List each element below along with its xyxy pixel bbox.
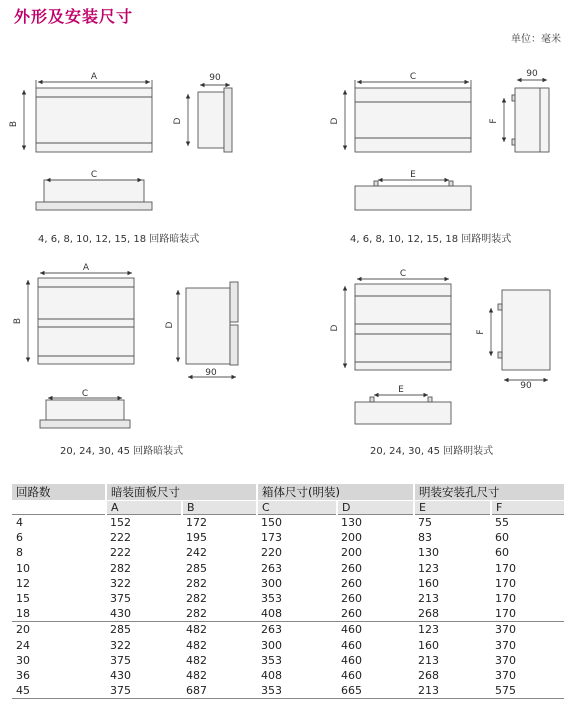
table-row: [12, 668, 564, 683]
surface-small-top-view: [355, 180, 471, 210]
flush-small-side-view: [188, 85, 232, 152]
table-cell: 60: [495, 531, 509, 545]
table-cell: 282: [186, 576, 207, 590]
table-cell: 482: [182, 622, 257, 638]
table-cell: 370: [495, 638, 516, 652]
surface-large-front-view: [345, 279, 451, 370]
table-cell: 460: [341, 668, 362, 682]
table-cell: 482: [186, 638, 207, 652]
table-row: [12, 653, 564, 668]
dim-label-c: C: [399, 269, 407, 279]
table-cell: 285: [186, 561, 207, 575]
table-cell: 375: [110, 592, 131, 606]
flush-large-front-view: [28, 273, 134, 364]
surface-small-side-view: [504, 80, 549, 152]
dim-label-d: D: [165, 321, 175, 329]
cell-circuits: 30: [16, 653, 30, 667]
table-cell: 195: [186, 531, 207, 545]
table-cell: 430: [110, 668, 131, 682]
table-cell: 150: [257, 515, 337, 531]
table-cell: 260: [341, 576, 362, 590]
header-box-size: 箱体尺寸(明装): [257, 484, 414, 501]
caption-surface-large: 20, 24, 30, 45 回路明装式: [370, 446, 494, 457]
cell-circuits: 45: [12, 683, 106, 699]
table-cell: 75: [414, 515, 491, 531]
table-cell: 282: [186, 592, 207, 606]
table-cell: 268: [418, 668, 439, 682]
dim-label-d: D: [173, 117, 183, 125]
cell-circuits: 15: [16, 592, 30, 606]
caption-surface-small: 4, 6, 8, 10, 12, 15, 18 回路明装式: [350, 234, 512, 245]
cell-circuits: 20: [12, 622, 106, 638]
dim-label-f: F: [489, 118, 499, 124]
table-cell: 430: [110, 607, 131, 621]
table-cell: 170: [495, 607, 516, 621]
table-cell: 263: [257, 622, 337, 638]
table-cell: 268: [418, 607, 439, 621]
table-cell: 172: [182, 515, 257, 531]
dim-label-depth: 90: [520, 381, 532, 391]
subheader-d: D: [337, 501, 414, 515]
table-cell: 322: [110, 576, 131, 590]
cell-circuits: 36: [16, 668, 30, 682]
table-cell: 160: [418, 576, 439, 590]
dim-label-a: A: [82, 263, 90, 273]
subheader-f: F: [491, 501, 564, 515]
cell-circuits: 12: [16, 576, 30, 590]
subheader-e: E: [414, 501, 491, 515]
table-cell: 55: [491, 515, 564, 531]
cell-circuits: 24: [16, 638, 30, 652]
table-cell: 665: [337, 683, 414, 699]
table-cell: 260: [341, 607, 362, 621]
table-cell: 242: [186, 546, 207, 560]
table-cell: 222: [110, 546, 131, 560]
dim-label-d: D: [330, 324, 340, 332]
dim-label-depth: 90: [526, 69, 538, 79]
cell-circuits: 4: [12, 515, 106, 531]
table-cell: 285: [106, 622, 182, 638]
flush-large-side-view: [178, 282, 238, 377]
caption-flush-small: 4, 6, 8, 10, 12, 15, 18 回路暗装式: [38, 234, 200, 245]
cell-circuits: 18: [16, 607, 30, 621]
table-cell: 408: [261, 607, 282, 621]
dim-label-c: C: [90, 170, 98, 180]
dim-label-f: F: [476, 329, 486, 335]
table-cell: 460: [337, 622, 414, 638]
cell-circuits: 6: [16, 531, 23, 545]
dim-label-b: B: [13, 317, 23, 325]
dim-label-d: D: [330, 117, 340, 125]
table-cell: 123: [414, 622, 491, 638]
table-cell: 222: [110, 531, 131, 545]
table-cell: 687: [182, 683, 257, 699]
table-cell: 260: [341, 561, 362, 575]
table-cell: 300: [261, 638, 282, 652]
surface-large-top-view: [355, 395, 451, 424]
table-cell: 130: [337, 515, 414, 531]
table-cell: 370: [495, 653, 516, 667]
surface-small-front-view: [345, 80, 471, 152]
header-circuits: 回路数: [12, 484, 106, 501]
table-cell: 200: [341, 546, 362, 560]
table-row: [12, 622, 564, 638]
table-cell: 408: [261, 668, 282, 682]
cell-circuits: 8: [16, 546, 23, 560]
dim-label-c: C: [409, 72, 417, 82]
table-cell: 213: [418, 653, 439, 667]
header-flush-panel: 暗装面板尺寸: [106, 484, 257, 501]
dimension-table: [12, 484, 564, 699]
flush-small-top-view: [36, 180, 152, 210]
dim-label-e: E: [398, 385, 404, 395]
dim-label-c: C: [81, 389, 89, 399]
table-cell: 375: [106, 683, 182, 699]
cell-circuits: 10: [16, 561, 30, 575]
table-cell: 263: [261, 561, 282, 575]
table-row: [12, 606, 564, 622]
table-cell: 160: [418, 638, 439, 652]
table-cell: 353: [261, 653, 282, 667]
table-cell: 152: [106, 515, 182, 531]
page-title: 外形及安装尺寸: [14, 7, 134, 26]
table-cell: 123: [418, 561, 439, 575]
subheader-blank: [12, 501, 106, 515]
subheader-b: B: [182, 501, 257, 515]
header-mount-holes: 明装安装孔尺寸: [414, 484, 564, 501]
dim-label-b: B: [9, 120, 19, 128]
table-cell: 83: [418, 531, 432, 545]
table-cell: 575: [491, 683, 564, 699]
table-cell: 353: [261, 592, 282, 606]
table-row: [12, 638, 564, 653]
table-cell: 173: [261, 531, 282, 545]
table-cell: 460: [341, 653, 362, 667]
dim-label-a: A: [90, 72, 98, 82]
flush-large-top-view: [40, 398, 130, 428]
table-row: [12, 591, 564, 606]
table-cell: 282: [110, 561, 131, 575]
table-cell: 353: [257, 683, 337, 699]
table-cell: 460: [341, 638, 362, 652]
table-row: [12, 530, 564, 545]
dim-label-depth: 90: [205, 368, 217, 378]
table-cell: 482: [186, 653, 207, 667]
table-cell: 170: [495, 561, 516, 575]
table-cell: 60: [495, 546, 509, 560]
table-cell: 370: [495, 668, 516, 682]
unit-label: 单位：毫米: [511, 34, 561, 45]
table-row: [12, 515, 564, 531]
flush-small-front-view: [24, 80, 152, 152]
table-cell: 322: [110, 638, 131, 652]
table-cell: 375: [110, 653, 131, 667]
table-cell: 213: [414, 683, 491, 699]
table-cell: 170: [495, 576, 516, 590]
table-cell: 200: [341, 531, 362, 545]
table-row: [12, 576, 564, 591]
caption-flush-large: 20, 24, 30, 45 回路暗装式: [60, 446, 184, 457]
table-cell: 260: [341, 592, 362, 606]
table-cell: 482: [186, 668, 207, 682]
subheader-c: C: [257, 501, 337, 515]
dim-label-depth: 90: [209, 73, 221, 83]
subheader-a: A: [106, 501, 182, 515]
table-cell: 213: [418, 592, 439, 606]
dim-label-e: E: [410, 170, 416, 180]
table-cell: 130: [418, 546, 439, 560]
table-cell: 170: [495, 592, 516, 606]
table-cell: 220: [261, 546, 282, 560]
table-cell: 370: [491, 622, 564, 638]
table-cell: 282: [186, 607, 207, 621]
table-row: [12, 561, 564, 576]
surface-large-side-view: [491, 290, 550, 380]
table-row: [12, 683, 564, 699]
table-cell: 300: [261, 576, 282, 590]
table-row: [12, 545, 564, 560]
